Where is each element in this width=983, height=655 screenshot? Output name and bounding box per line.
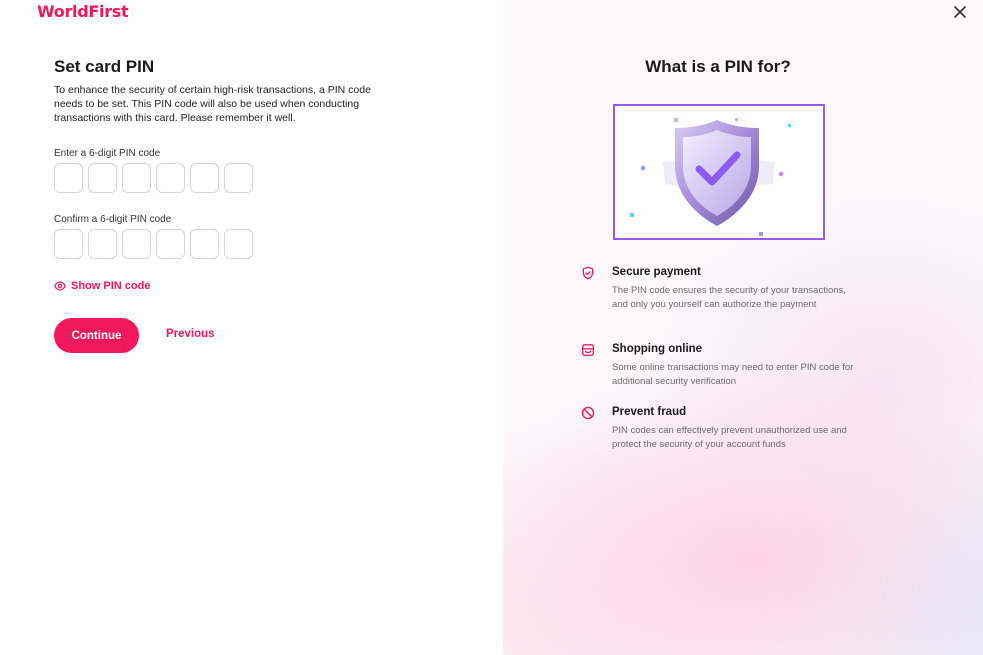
show-pin-label: Show PIN code — [71, 280, 151, 292]
info-title: What is a PIN for? — [645, 57, 791, 76]
feature-title: Secure payment — [612, 266, 701, 278]
confirm-pin-digit-2[interactable] — [88, 229, 117, 259]
confirm-pin-label: Confirm a 6-digit PIN code — [54, 214, 172, 225]
confirm-pin-digit-4[interactable] — [156, 229, 185, 259]
pin-digit-2[interactable] — [88, 163, 117, 193]
pin-digit-1[interactable] — [54, 163, 83, 193]
close-icon[interactable] — [951, 3, 969, 21]
confirm-pin-digit-6[interactable] — [224, 229, 253, 259]
eye-icon — [54, 280, 66, 292]
confirm-pin-digit-3[interactable] — [122, 229, 151, 259]
continue-button[interactable]: Continue — [54, 318, 139, 353]
prohibited-icon — [581, 406, 595, 420]
pin-info-panel — [503, 0, 983, 655]
shield-check-icon — [615, 106, 823, 238]
show-pin-toggle[interactable] — [54, 280, 150, 292]
feature-description: Some online transactions may need to enter PIN code for additional security verification — [612, 362, 854, 387]
pin-digit-4[interactable] — [156, 163, 185, 193]
page-description: To enhance the security of certain high-risk transactions, a PIN code needs to be set. This PIN code will also be used when conducting transactions with this card. Please remember it well. — [54, 84, 371, 124]
pin-input-group — [54, 163, 253, 193]
feature-title: Shopping online — [612, 343, 703, 355]
feature-description: The PIN code ensures the security of your transactions, and only you yourself can authorize the payment — [612, 285, 846, 310]
previous-button[interactable]: Previous — [166, 328, 215, 340]
worldfirst-logo[interactable]: WorldFirst — [37, 2, 129, 21]
pin-digit-5[interactable] — [190, 163, 219, 193]
pin-digit-3[interactable] — [122, 163, 151, 193]
confirm-pin-input-group — [54, 229, 253, 259]
feature-title: Prevent fraud — [612, 406, 687, 418]
page-title: Set card PIN — [54, 57, 155, 76]
pin-label: Enter a 6-digit PIN code — [54, 148, 161, 159]
confirm-pin-digit-5[interactable] — [190, 229, 219, 259]
store-icon — [581, 343, 595, 357]
feature-description: PIN codes can effectively prevent unauthorized use and protect the security of your account funds — [612, 425, 847, 450]
pin-security-illustration — [613, 104, 825, 240]
confirm-pin-digit-1[interactable] — [54, 229, 83, 259]
shield-check-icon — [581, 266, 595, 280]
pin-digit-6[interactable] — [224, 163, 253, 193]
